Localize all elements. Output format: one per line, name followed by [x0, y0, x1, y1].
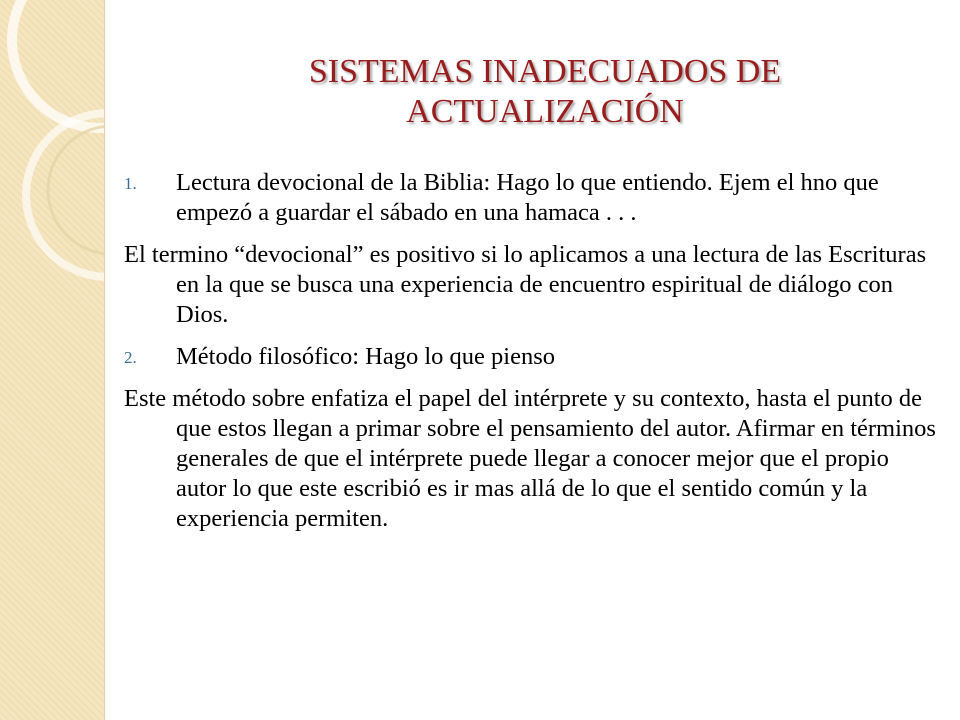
- paragraph-2: Este método sobre enfatiza el papel del intérprete y su contexto, hasta el punto de que estos llegan a primar sobre el pensamiento del autor. Afirmar en términos generales de que el intérprete puede llegar a conocer mejor que el propio autor lo que este escribió es ir mas allá de lo que el sentido común y la experiencia permiten.: [124, 385, 936, 532]
- paragraph-1: El termino “devocional” es positivo si lo aplicamos a una lectura de las Escrituras en la que se busca una experiencia de encuentro espiritual de diálogo con Dios.: [124, 241, 927, 328]
- decorative-side-band: [0, 0, 105, 720]
- item-text: Método filosófico: Hago lo que pienso: [176, 343, 556, 370]
- item-text: Lectura devocional de la Biblia: Hago lo que entiendo. Ejem el hno que empezó a guardar el sábado en una hamaca . . .: [176, 169, 879, 226]
- numbered-item-1: [124, 168, 936, 228]
- circle-ornament-icon: [0, 0, 104, 720]
- item-number: 1.: [124, 174, 137, 193]
- numbered-item-2: [124, 342, 936, 372]
- item-number: 2.: [124, 348, 137, 367]
- slide-title: SISTEMAS INADECUADOS DE ACTUALIZACIÓN: [308, 53, 782, 130]
- slide-content: [124, 168, 936, 546]
